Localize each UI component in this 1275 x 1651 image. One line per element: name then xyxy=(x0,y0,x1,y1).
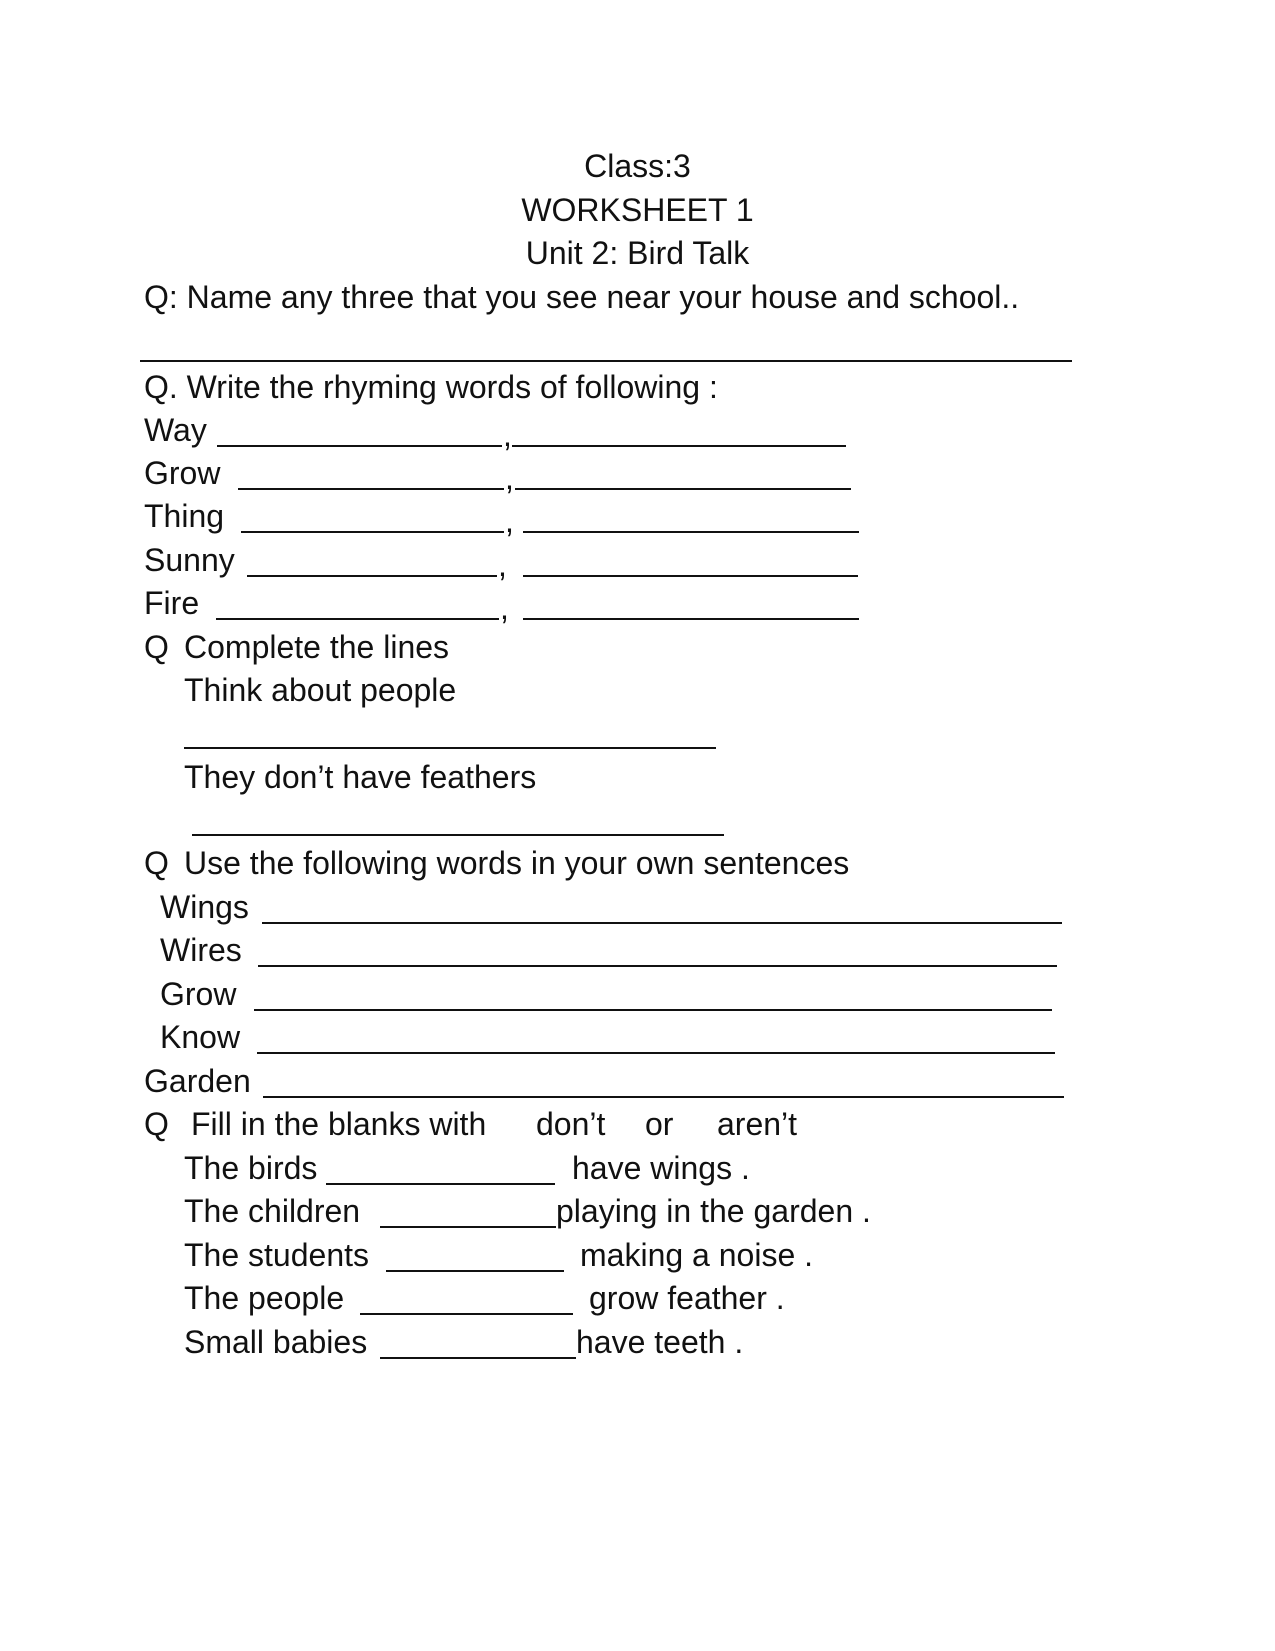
rhyme-word-fire: Fire xyxy=(144,585,200,621)
rhyme-blank-1[interactable] xyxy=(216,618,499,620)
sentence-start: Small babies xyxy=(184,1324,368,1360)
option-or: or xyxy=(645,1106,674,1142)
sentence-blank[interactable] xyxy=(258,965,1057,967)
sentence-end: grow feather . xyxy=(589,1280,785,1316)
rhyme-word-sunny: Sunny xyxy=(144,542,235,578)
rhyme-word-way: Way xyxy=(144,412,207,448)
rhyme-word-grow: Grow xyxy=(144,455,221,491)
question-rhyming-words: Q. Write the rhyming words of following : xyxy=(144,369,718,405)
answer-line[interactable] xyxy=(192,834,724,836)
rhyme-blank-2[interactable] xyxy=(512,445,846,447)
question-marker: Q xyxy=(144,1106,169,1142)
sentence-blank[interactable] xyxy=(254,1009,1052,1011)
rhyme-blank-1[interactable] xyxy=(217,445,502,447)
sentence-word-wires: Wires xyxy=(160,932,242,968)
rhyme-comma: , xyxy=(505,503,514,539)
sentence-blank[interactable] xyxy=(262,922,1062,924)
rhyme-blank-1[interactable] xyxy=(241,531,504,533)
sentence-end: making a noise . xyxy=(580,1237,814,1273)
question-name-three: Q: Name any three that you see near your house and school.. xyxy=(144,279,1020,315)
rhyme-blank-2[interactable] xyxy=(523,531,859,533)
rhyme-comma: , xyxy=(498,547,507,583)
unit-title: Unit 2: Bird Talk xyxy=(525,235,750,271)
rhyme-blank-1[interactable] xyxy=(238,488,504,490)
question-own-sentences: Use the following words in your own sentences xyxy=(184,845,850,881)
question-marker: Q xyxy=(144,845,169,881)
sentence-start: The birds xyxy=(184,1150,318,1186)
rhyme-comma: , xyxy=(505,460,514,496)
fill-blank[interactable] xyxy=(326,1183,555,1185)
option-arent: aren’t xyxy=(717,1106,798,1142)
sentence-end: have teeth . xyxy=(576,1324,744,1360)
sentence-word-grow: Grow xyxy=(160,976,237,1012)
sentence-word-wings: Wings xyxy=(160,889,249,925)
sentence-blank[interactable] xyxy=(257,1052,1055,1054)
fill-blank[interactable] xyxy=(380,1357,576,1359)
class-label: Class:3 xyxy=(584,148,691,184)
sentence-start: The people xyxy=(184,1280,345,1316)
rhyme-comma: , xyxy=(503,417,512,453)
poem-line-1: Think about people xyxy=(184,672,457,708)
fill-blank[interactable] xyxy=(386,1270,564,1272)
sentence-end: have wings . xyxy=(572,1150,750,1186)
sentence-start: The students xyxy=(184,1237,369,1273)
question-marker: Q xyxy=(144,629,169,665)
question-complete-lines: Complete the lines xyxy=(184,629,450,665)
option-dont: don’t xyxy=(536,1106,606,1142)
fill-blank[interactable] xyxy=(360,1313,573,1315)
answer-line[interactable] xyxy=(140,360,1072,362)
rhyme-blank-2[interactable] xyxy=(515,488,851,490)
rhyme-word-thing: Thing xyxy=(144,498,225,534)
rhyme-blank-1[interactable] xyxy=(247,575,497,577)
sentence-end: playing in the garden . xyxy=(556,1193,871,1229)
worksheet-title: WORKSHEET 1 xyxy=(521,192,754,228)
poem-line-2: They don’t have feathers xyxy=(184,759,537,795)
sentence-blank[interactable] xyxy=(263,1096,1064,1098)
rhyme-blank-2[interactable] xyxy=(523,618,859,620)
question-fill-blanks: Fill in the blanks with xyxy=(191,1106,487,1142)
fill-blank[interactable] xyxy=(380,1226,556,1228)
sentence-word-know: Know xyxy=(160,1019,241,1055)
sentence-word-garden: Garden xyxy=(144,1063,251,1099)
rhyme-comma: , xyxy=(500,590,509,626)
sentence-start: The children xyxy=(184,1193,361,1229)
rhyme-blank-2[interactable] xyxy=(523,575,858,577)
answer-line[interactable] xyxy=(184,747,716,749)
